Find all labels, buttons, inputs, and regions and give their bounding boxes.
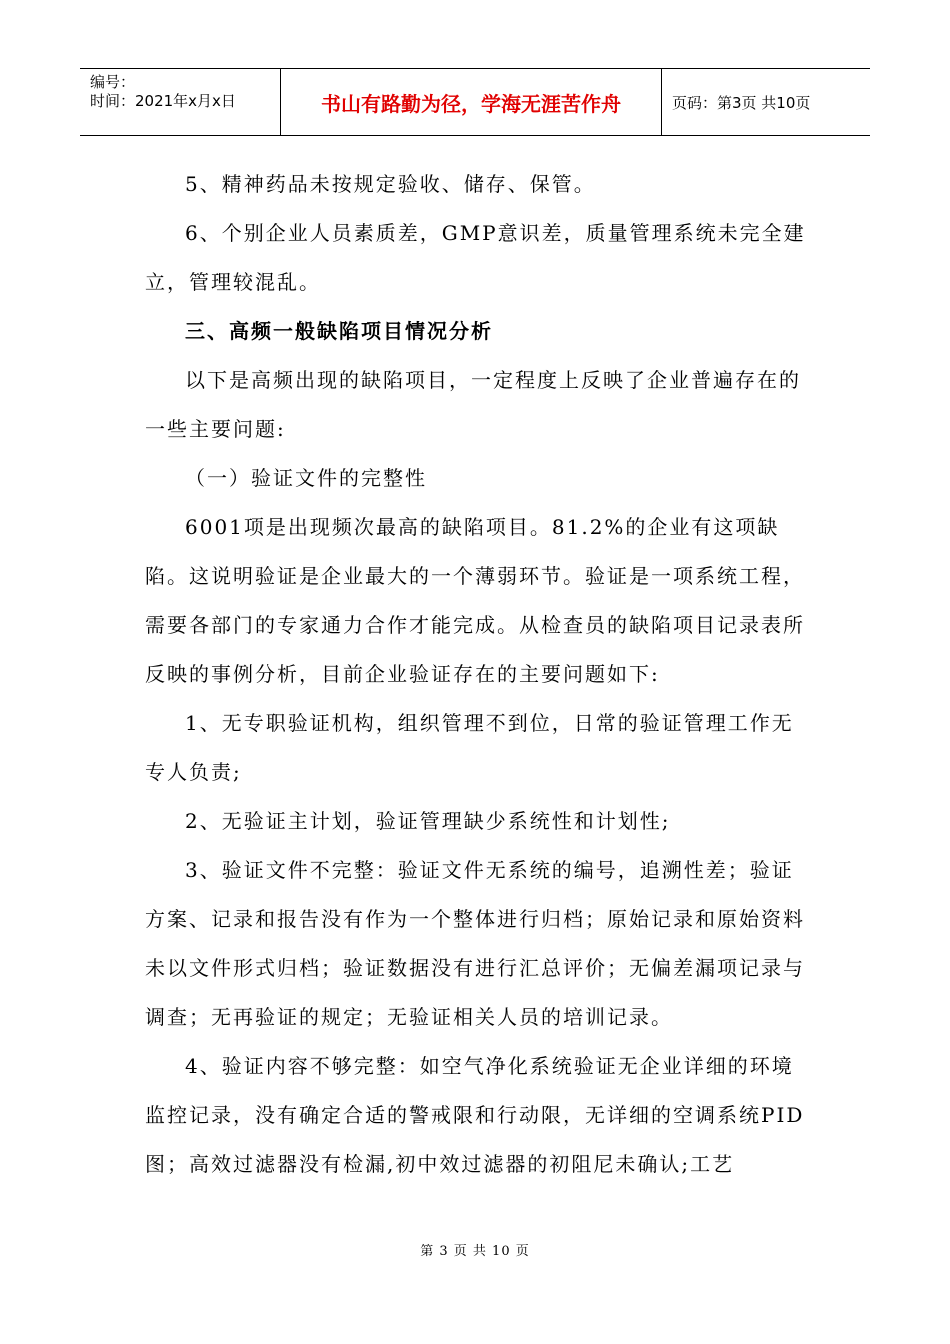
body-paragraph: 1、无专职验证机构，组织管理不到位，日常的验证管理工作无专人负责; (145, 711, 794, 784)
document-body (145, 160, 810, 1189)
page-footer: 第 3 页 共 10 页 (420, 1244, 530, 1259)
header-meta (80, 69, 280, 135)
body-paragraph: 以下是高频出现的缺陷项目，一定程度上反映了企业普遍存在的一些主要问题: (145, 368, 801, 441)
header-page-info: 页码：第3页 共10页 (672, 93, 811, 112)
body-paragraph: （一）验证文件的完整性 (185, 466, 427, 490)
body-paragraph: 6001项是出现频次最高的缺陷项目。81.2%的企业有这项缺陷。这说明验证是企业最大的一个薄弱环节。验证是一项系统工程，需要各部门的专家通力合作才能完成。从检查员的缺陷项目记录表所反映的事例分析，目前企业验证存在的主要问题如下: (145, 515, 805, 686)
page-header (80, 68, 870, 136)
body-paragraph: 6、个别企业人员素质差，GMP意识差，质量管理系统未完全建立，管理较混乱。 (145, 221, 806, 294)
time-label: 时间：2021年x月x日 (90, 92, 236, 110)
body-paragraph: 3、验证文件不完整：验证文件无系统的编号，追溯性差；验证方案、记录和报告没有作为一个整体进行归档；原始记录和原始资料未以文件形式归档；验证数据没有进行汇总评价；无偏差漏项记录与调查；无再验证的规定；无验证相关人员的培训记录。 (145, 858, 805, 1029)
body-paragraph: 5、精神药品未按规定验收、储存、保管。 (185, 172, 596, 196)
number-label: 编号： (90, 73, 136, 91)
header-motto: 书山有路勤为径，学海无涯苦作舟 (280, 69, 662, 135)
body-paragraph: 2、无验证主计划，验证管理缺少系统性和计划性; (185, 809, 671, 833)
section-heading: 三、高频一般缺陷项目情况分析 (185, 319, 493, 343)
body-paragraph: 4、验证内容不够完整：如空气净化系统验证无企业详细的环境监控记录，没有确定合适的警戒限和行动限，无详细的空调系统PID图；高效过滤器没有检漏,初中效过滤器的初阻尼未确认;工艺 (145, 1054, 805, 1176)
